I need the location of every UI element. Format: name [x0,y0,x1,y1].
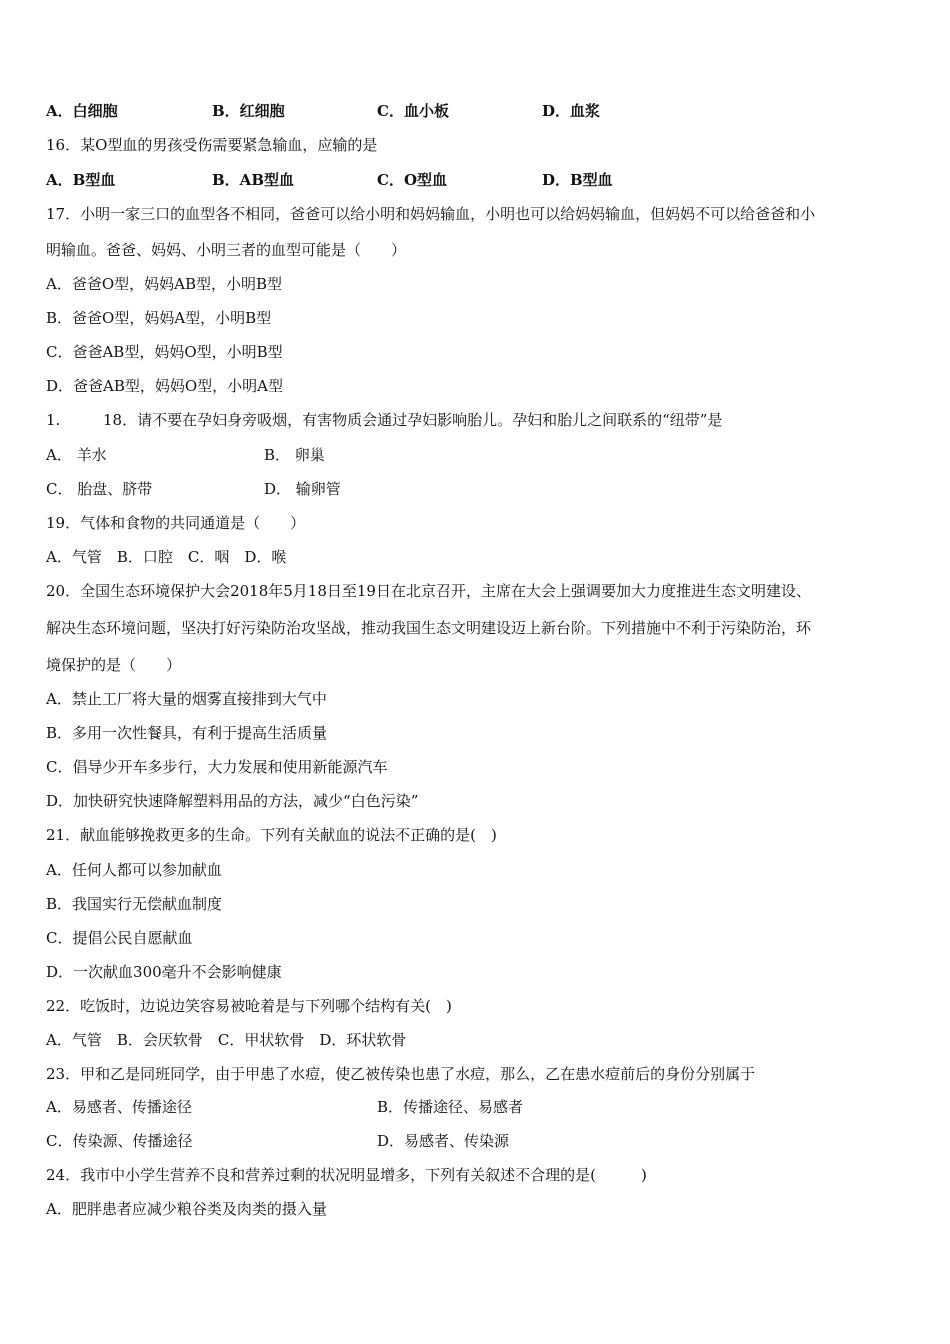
q18-option-b: B． 卵巢 [264,446,325,464]
q18-list-number: 1. [46,411,61,429]
q20-option-b: B．多用一次性餐具，有利于提高生活质量 [46,724,328,742]
q18-option-d: D． 输卵管 [264,480,341,498]
q23-stem: 23．甲和乙是同班同学，由于甲患了水痘，使乙被传染也患了水痘，那么，乙在患水痘前后的身份分别属于 [46,1065,756,1083]
q22-options: A．气管 B．会厌软骨 C．甲状软骨 D．环状软骨 [46,1031,407,1049]
q23-option-b: B．传播途径、易感者 [377,1098,524,1116]
q15-option-b: B．红细胞 [212,102,285,120]
q21-stem: 21．献血能够挽救更多的生命。下列有关献血的说法不正确的是( ) [46,826,497,844]
q23-option-c: C．传染源、传播途径 [46,1132,193,1150]
q17-stem-line2: 明输血。爸爸、妈妈、小明三者的血型可能是（ ） [46,241,407,259]
q18-option-a: A． 羊水 [46,446,107,464]
q20-option-d: D．加快研究快速降解塑料用品的方法，减少“白色污染” [46,792,419,810]
q15-option-c: C．血小板 [377,102,449,120]
q22-stem: 22．吃饭时，边说边笑容易被呛着是与下列哪个结构有关( ) [46,997,452,1015]
q20-stem-line2: 解决生态环境问题，坚决打好污染防治攻坚战，推动我国生态文明建设迈上新台阶。下列措施中不利于污染防治，环 [46,619,812,637]
q20-stem-line3: 境保护的是（ ） [46,656,182,674]
q17-stem-line1: 17．小明一家三口的血型各不相同，爸爸可以给小明和妈妈输血，小明也可以给妈妈输血，但妈妈不可以给爸爸和小 [46,205,816,223]
q16-option-c: C．O型血 [377,171,448,189]
q21-option-c: C．提倡公民自愿献血 [46,929,193,947]
q21-option-b: B．我国实行无偿献血制度 [46,895,223,913]
q23-option-d: D．易感者、传染源 [377,1132,510,1150]
q19-stem: 19．气体和食物的共同通道是（ ） [46,514,306,532]
q18-option-c: C． 胎盘、脐带 [46,480,153,498]
q20-option-a: A．禁止工厂将大量的烟雾直接排到大气中 [46,690,327,708]
q24-stem: 24．我市中小学生营养不良和营养过剩的状况明显增多，下列有关叙述不合理的是( ) [46,1166,647,1184]
q17-option-d: D．爸爸AB型，妈妈O型，小明A型 [46,377,284,395]
q17-option-a: A．爸爸O型，妈妈AB型，小明B型 [46,275,283,293]
q16-option-d: D．B型血 [542,171,613,189]
q16-option-b: B．AB型血 [212,171,294,189]
q24-option-a: A．肥胖患者应减少粮谷类及肉类的摄入量 [46,1200,327,1218]
q16-option-a: A．B型血 [46,171,116,189]
q20-option-c: C．倡导少开车多步行，大力发展和使用新能源汽车 [46,758,388,776]
q17-option-c: C．爸爸AB型，妈妈O型，小明B型 [46,343,283,361]
q18-stem: 18．请不要在孕妇身旁吸烟，有害物质会通过孕妇影响胎儿。孕妇和胎儿之间联系的“纽带”是 [103,411,723,429]
q16-stem: 16．某O型血的男孩受伤需要紧急输血，应输的是 [46,136,378,154]
q20-stem-line1: 20．全国生态环境保护大会2018年5月18日至19日在北京召开，主席在大会上强调要加大力度推进生态文明建设、 [46,582,811,600]
q21-option-a: A．任何人都可以参加献血 [46,861,222,879]
q15-option-a: A．白细胞 [46,102,118,120]
q17-option-b: B．爸爸O型，妈妈A型，小明B型 [46,309,272,327]
q23-option-a: A．易感者、传播途径 [46,1098,192,1116]
q19-options: A．气管 B．口腔 C．咽 D．喉 [46,548,287,566]
q15-option-d: D．血浆 [542,102,601,120]
q21-option-d: D．一次献血300毫升不会影响健康 [46,963,282,981]
